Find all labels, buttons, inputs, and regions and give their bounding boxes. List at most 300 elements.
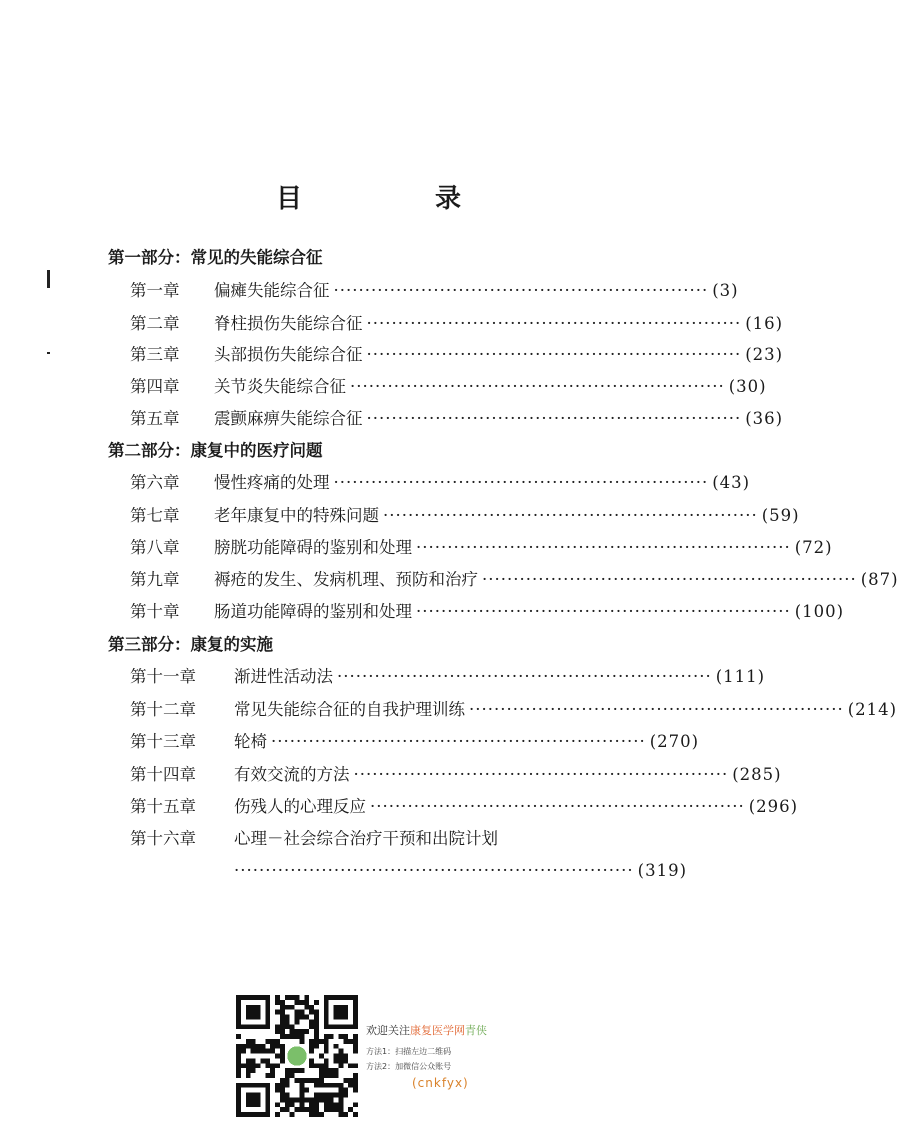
qr-module: [319, 1073, 324, 1078]
qr-module: [324, 1044, 329, 1049]
qr-module: [324, 1083, 329, 1088]
qr-module: [304, 1015, 309, 1020]
qr-module: [280, 1049, 285, 1054]
toc-entry[interactable]: [130, 567, 899, 593]
qr-module: [275, 1039, 280, 1044]
chapter-title: 膀胱功能障碍的鉴别和处理: [214, 538, 412, 557]
qr-module: [280, 1044, 285, 1049]
qr-module: [295, 1078, 300, 1083]
chapter-number: 第七章: [130, 506, 180, 525]
chapter-title: 震颤麻痹失能综合征: [214, 409, 363, 428]
chapter-title: 慢性疼痛的处理: [214, 473, 330, 492]
chapter-title: 轮椅: [234, 732, 267, 751]
qr-module: [319, 1097, 324, 1102]
qr-module: [246, 1005, 261, 1020]
qr-module: [270, 1073, 275, 1078]
qr-module: [324, 1093, 329, 1098]
qr-module: [314, 1000, 319, 1005]
qr-module: [246, 1039, 251, 1044]
qr-module: [285, 1073, 290, 1078]
leader-dots: ····························································: [416, 602, 791, 621]
qr-module: [319, 1068, 324, 1073]
toc-entry[interactable]: [130, 535, 833, 561]
qr-module: [299, 1015, 304, 1020]
qr-module: [329, 1083, 334, 1088]
qr-module: [280, 1015, 285, 1020]
qr-module: [260, 1044, 265, 1049]
page-number: (59): [761, 506, 800, 525]
qr-module: [329, 1093, 334, 1098]
qr-code[interactable]: [236, 995, 358, 1117]
qr-module: [338, 1054, 343, 1059]
promo-brand: 康复医学网: [410, 1024, 465, 1037]
qr-module: [246, 1073, 251, 1078]
qr-module: [256, 1044, 261, 1049]
qr-module: [295, 995, 300, 1000]
qr-module: [270, 1044, 275, 1049]
leader-dots: ····························································: [333, 281, 709, 300]
chapter-title: 偏瘫失能综合征: [214, 281, 330, 300]
qr-module: [251, 1039, 256, 1044]
qr-module: [309, 1112, 314, 1117]
qr-module: [314, 1044, 319, 1049]
qr-module: [324, 1097, 329, 1102]
qr-module: [324, 1107, 329, 1112]
qr-module: [314, 1083, 319, 1088]
qr-module: [304, 995, 309, 1000]
page-number: (87): [860, 570, 899, 589]
qr-module: [236, 1063, 241, 1068]
qr-module: [304, 1000, 309, 1005]
toc-entry[interactable]: [130, 762, 782, 788]
qr-module: [236, 1034, 241, 1039]
qr-module: [290, 1112, 295, 1117]
qr-module: [280, 1083, 285, 1088]
part-heading: 第三部分：康复的实施: [108, 635, 273, 654]
qr-module: [319, 1093, 324, 1098]
qr-module: [299, 1010, 304, 1015]
qr-module: [236, 1068, 241, 1073]
qr-module: [319, 1078, 324, 1083]
page-number: (319): [637, 861, 688, 880]
qr-module: [290, 1005, 295, 1010]
qr-module: [299, 1029, 304, 1034]
qr-module: [265, 1049, 270, 1054]
qr-module: [319, 1112, 324, 1117]
qr-module: [260, 1049, 265, 1054]
qr-module: [265, 1063, 270, 1068]
qr-module: [334, 1102, 339, 1107]
leader-dots: ····························································: [469, 700, 844, 719]
qr-module: [353, 1049, 358, 1054]
chapter-number: 第一章: [130, 281, 180, 300]
promo-text: [366, 1022, 487, 1090]
qr-module: [343, 1054, 348, 1059]
qr-module: [334, 1005, 349, 1020]
qr-module: [338, 1034, 343, 1039]
promo-method-2: 方法2：加微信公众账号: [366, 1062, 452, 1071]
qr-module: [295, 1000, 300, 1005]
qr-module: [338, 1097, 343, 1102]
qr-module: [314, 1112, 319, 1117]
qr-module: [309, 1005, 314, 1010]
page-title: 目 录: [275, 184, 524, 214]
promo-handle: (cnkfyx): [412, 1076, 469, 1090]
qr-module: [275, 1112, 280, 1117]
qr-module: [324, 1058, 329, 1063]
qr-module: [334, 1068, 339, 1073]
leader-dots: ····························································: [333, 473, 709, 492]
qr-module: [270, 1068, 275, 1073]
qr-module: [314, 1078, 319, 1083]
qr-module: [280, 1005, 285, 1010]
qr-module: [314, 1063, 319, 1068]
chapter-title: 老年康复中的特殊问题: [214, 506, 379, 525]
qr-module: [353, 1044, 358, 1049]
chapter-number: 第十章: [130, 602, 180, 621]
qr-module: [270, 1049, 275, 1054]
chapter-number: 第三章: [130, 345, 180, 364]
qr-module: [338, 1083, 343, 1088]
qr-module: [309, 1097, 314, 1102]
qr-module: [304, 1097, 309, 1102]
qr-module: [343, 1078, 348, 1083]
qr-module: [314, 1019, 319, 1024]
qr-module: [324, 1102, 329, 1107]
qr-module: [285, 1024, 290, 1029]
qr-module: [295, 1019, 300, 1024]
qr-module: [353, 1039, 358, 1044]
qr-module: [324, 1073, 329, 1078]
qr-module: [338, 1093, 343, 1098]
qr-module: [343, 1112, 348, 1117]
leader-dots: ····························································: [337, 667, 712, 686]
qr-module: [299, 1083, 304, 1088]
leader-dots: ····························································: [482, 570, 857, 589]
qr-module: [280, 1078, 285, 1083]
qr-module: [280, 1093, 285, 1098]
qr-module: [256, 1063, 261, 1068]
qr-module: [348, 1078, 353, 1083]
page-number: (23): [745, 345, 784, 364]
qr-module: [348, 1107, 353, 1112]
page-number: (100): [794, 602, 845, 621]
chapter-number: 第十二章: [130, 700, 196, 719]
qr-module: [275, 995, 280, 1000]
qr-module: [295, 1029, 300, 1034]
toc-entry[interactable]: [130, 342, 784, 368]
page-number: (43): [712, 473, 751, 492]
qr-module: [319, 1083, 324, 1088]
qr-module: [280, 1010, 285, 1015]
chapter-number: 第二章: [130, 314, 180, 333]
qr-module: [309, 1049, 314, 1054]
qr-module: [280, 1019, 285, 1024]
qr-module: [280, 1088, 285, 1093]
chapter-title: 心理－社会综合治疗干预和出院计划: [234, 829, 498, 848]
qr-module: [334, 1054, 339, 1059]
toc-entry[interactable]: [130, 826, 688, 886]
qr-module: [285, 1078, 290, 1083]
qr-module: [280, 1058, 285, 1063]
qr-module: [324, 1034, 329, 1039]
qr-module: [334, 1107, 339, 1112]
qr-module: [329, 1107, 334, 1112]
qr-module: [236, 1044, 241, 1049]
qr-module: [324, 1063, 329, 1068]
qr-module: [299, 1068, 304, 1073]
qr-module: [309, 1044, 314, 1049]
qr-module: [280, 1097, 285, 1102]
qr-module: [275, 1063, 280, 1068]
chapter-title: 有效交流的方法: [234, 765, 350, 784]
qr-module: [275, 1054, 280, 1059]
chapter-number: 第九章: [130, 570, 180, 589]
part-heading: 第一部分：常见的失能综合征: [108, 248, 323, 267]
qr-module: [334, 1093, 339, 1098]
qr-module: [343, 1034, 348, 1039]
promo-headline: [366, 1022, 487, 1038]
qr-module: [285, 1102, 290, 1107]
chapter-title: 肠道功能障碍的鉴别和处理: [214, 602, 412, 621]
qr-module: [299, 1107, 304, 1112]
qr-module: [251, 1068, 256, 1073]
qr-module: [290, 995, 295, 1000]
qr-module: [338, 1063, 343, 1068]
page-number: (214): [847, 700, 898, 719]
page-number: (3): [712, 281, 739, 300]
qr-module: [290, 1029, 295, 1034]
qr-module: [309, 1078, 314, 1083]
toc-entry[interactable]: [130, 697, 898, 723]
qr-module: [309, 1107, 314, 1112]
leader-dots: ····························································: [366, 314, 742, 333]
qr-module: [314, 1034, 319, 1039]
qr-module: [329, 1068, 334, 1073]
qr-module: [241, 1044, 246, 1049]
qr-module: [280, 1034, 285, 1039]
toc-entry[interactable]: [130, 794, 799, 820]
qr-module: [348, 1083, 353, 1088]
qr-module: [338, 1102, 343, 1107]
toc-entry[interactable]: [130, 470, 751, 496]
chapter-number: 第六章: [130, 473, 180, 492]
qr-module: [251, 1063, 256, 1068]
chapter-title: 伤残人的心理反应: [234, 797, 366, 816]
qr-module: [299, 1034, 304, 1039]
qr-module: [275, 1083, 280, 1088]
qr-module: [329, 1102, 334, 1107]
qr-module: [353, 1063, 358, 1068]
qr-module: [338, 1107, 343, 1112]
qr-module: [280, 1000, 285, 1005]
qr-module: [295, 1068, 300, 1073]
qr-module: [343, 1058, 348, 1063]
qr-module: [309, 1063, 314, 1068]
qr-module: [309, 1024, 314, 1029]
qr-module: [343, 1088, 348, 1093]
toc-entry[interactable]: [130, 278, 739, 304]
qr-module: [338, 1058, 343, 1063]
qr-module: [275, 1024, 280, 1029]
qr-module: [348, 1063, 353, 1068]
page-number: (30): [728, 377, 767, 396]
qr-module: [309, 1058, 314, 1063]
page-number: (270): [649, 732, 700, 751]
qr-module: [304, 1088, 309, 1093]
toc-entry[interactable]: [130, 406, 784, 432]
qr-module: [334, 1058, 339, 1063]
chapter-title: 常见失能综合征的自我护理训练: [234, 700, 465, 719]
qr-module: [329, 1097, 334, 1102]
qr-module: [338, 1088, 343, 1093]
qr-module: [314, 1093, 319, 1098]
qr-module: [299, 1093, 304, 1098]
qr-module: [299, 1078, 304, 1083]
qr-module: [285, 1083, 290, 1088]
qr-module: [285, 1068, 290, 1073]
toc-entry[interactable]: [130, 311, 784, 337]
page-number: (111): [715, 667, 766, 686]
qr-module: [236, 1054, 241, 1059]
chapter-number: 第五章: [130, 409, 180, 428]
chapter-number: 第十三章: [130, 732, 196, 751]
promo-suffix: 青侠: [465, 1024, 487, 1037]
toc-entry[interactable]: [130, 664, 766, 690]
qr-module: [353, 1083, 358, 1088]
qr-module: [275, 1010, 280, 1015]
qr-module: [304, 1078, 309, 1083]
qr-module: [280, 1107, 285, 1112]
leader-dots: ····························································: [416, 538, 791, 557]
qr-module: [236, 1058, 241, 1063]
qr-module: [280, 1029, 285, 1034]
qr-logo-icon: [287, 1046, 307, 1066]
qr-module: [285, 1019, 290, 1024]
chapter-title: 褥疮的发生、发病机理、预防和治疗: [214, 570, 478, 589]
qr-module: [299, 1000, 304, 1005]
qr-module: [285, 1107, 290, 1112]
qr-module: [246, 1063, 251, 1068]
qr-module: [290, 1073, 295, 1078]
qr-module: [319, 1054, 324, 1059]
qr-module: [295, 1107, 300, 1112]
qr-module: [246, 1093, 261, 1108]
qr-module: [251, 1058, 256, 1063]
qr-module: [295, 1097, 300, 1102]
qr-module: [319, 1039, 324, 1044]
promo-prefix: 欢迎关注: [366, 1024, 410, 1037]
qr-module: [241, 1049, 246, 1054]
toc-entry[interactable]: [130, 503, 800, 529]
qr-module: [299, 1097, 304, 1102]
qr-module: [275, 1088, 280, 1093]
chapter-title: 脊柱损伤失能综合征: [214, 314, 363, 333]
qr-module: [275, 1044, 280, 1049]
chapter-number: 第八章: [130, 538, 180, 557]
qr-module: [319, 1063, 324, 1068]
qr-module: [275, 1102, 280, 1107]
qr-module: [270, 1039, 275, 1044]
leader-dots: ····························································: [271, 732, 646, 751]
qr-module: [309, 1039, 314, 1044]
qr-module: [285, 1097, 290, 1102]
qr-module: [236, 1073, 241, 1078]
qr-module: [246, 1044, 251, 1049]
qr-module: [290, 1024, 295, 1029]
chapter-number: 第十四章: [130, 765, 196, 784]
page-number: (296): [748, 797, 799, 816]
toc-entry[interactable]: [130, 599, 845, 625]
qr-module: [285, 1005, 290, 1010]
qr-module: [295, 1010, 300, 1015]
qr-module: [251, 1044, 256, 1049]
qr-module: [334, 1083, 339, 1088]
page-number: (36): [745, 409, 784, 428]
qr-module: [290, 1097, 295, 1102]
qr-module: [290, 1034, 295, 1039]
scan-mark: [47, 270, 50, 288]
qr-module: [295, 1015, 300, 1020]
qr-module: [285, 1093, 290, 1098]
toc-entry[interactable]: [130, 729, 700, 755]
qr-module: [353, 1102, 358, 1107]
chapter-title: 关节炎失能综合征: [214, 377, 346, 396]
promo-method-1: 方法1：扫描左边二维码: [366, 1047, 452, 1056]
qr-module: [299, 1102, 304, 1107]
qr-module: [343, 1093, 348, 1098]
qr-module: [285, 1015, 290, 1020]
leader-dots: ································································: [234, 861, 634, 880]
qr-module: [353, 1073, 358, 1078]
qr-module: [285, 1034, 290, 1039]
qr-module: [275, 1029, 280, 1034]
leader-dots: ····························································: [366, 345, 742, 364]
chapter-number: 第十六章: [130, 829, 196, 848]
qr-module: [314, 1010, 319, 1015]
qr-module: [314, 1015, 319, 1020]
leader-dots: ····························································: [383, 506, 758, 525]
qr-module: [256, 1049, 261, 1054]
qr-module: [348, 1039, 353, 1044]
chapter-number: 第十一章: [130, 667, 196, 686]
leader-dots: ····························································: [353, 765, 729, 784]
qr-module: [290, 1068, 295, 1073]
qr-module: [299, 1088, 304, 1093]
qr-module: [246, 1068, 251, 1073]
qr-module: [353, 1112, 358, 1117]
qr-module: [265, 1073, 270, 1078]
qr-module: [314, 1102, 319, 1107]
qr-module: [324, 1049, 329, 1054]
qr-module: [280, 1054, 285, 1059]
qr-module: [324, 1068, 329, 1073]
qr-module: [236, 1049, 241, 1054]
part-heading: 第二部分：康复中的医疗问题: [108, 441, 323, 460]
page-number: (72): [794, 538, 833, 557]
qr-module: [241, 1063, 246, 1068]
leader-dots: ····························································: [366, 409, 742, 428]
qr-module: [334, 1044, 339, 1049]
page-number: (285): [732, 765, 782, 784]
qr-module: [314, 1107, 319, 1112]
qr-module: [353, 1034, 358, 1039]
toc-entry[interactable]: [130, 374, 767, 400]
qr-module: [246, 1058, 251, 1063]
scan-mark: [47, 352, 50, 354]
qr-module: [265, 1058, 270, 1063]
qr-module: [338, 1049, 343, 1054]
